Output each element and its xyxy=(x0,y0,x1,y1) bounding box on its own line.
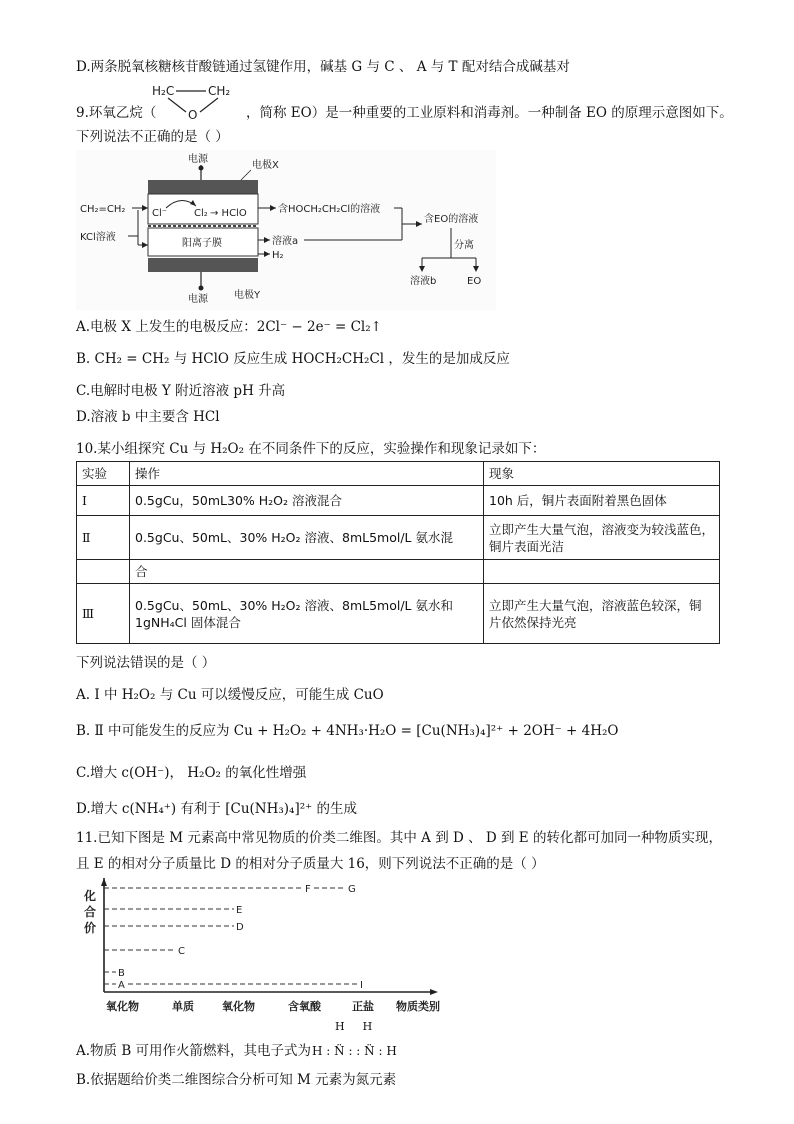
point-c: C xyxy=(178,946,185,957)
cell-line: 片依然保持光亮 xyxy=(489,614,577,630)
valence-class-chart xyxy=(76,878,466,1020)
point-i: I xyxy=(360,980,363,991)
electrode-y-label: 电极Y xyxy=(234,290,261,301)
table-cell: Ⅱ xyxy=(77,516,130,560)
xlabel-oxide-2: 氧化物 xyxy=(222,1000,255,1013)
table-cell: Ⅰ xyxy=(77,486,130,516)
table-cell xyxy=(484,560,720,584)
xlabel-normal-salt: 正盐 xyxy=(352,1000,374,1013)
struct-left: H₂C xyxy=(152,84,175,98)
ylabel-char: 化 xyxy=(84,889,97,903)
struct-right: CH₂ xyxy=(208,84,231,98)
q11-stem-b: 且 E 的相对分子质量比 D 的相对分子质量大 16，则下列说法不正确的是（ ） xyxy=(76,856,545,872)
separation-label: 分离 xyxy=(454,240,474,251)
q10-option-c: C.增大 c(OH⁻)， H₂O₂ 的氧化性增强 xyxy=(76,765,307,781)
q10-question: 下列说法错误的是（ ） xyxy=(76,655,216,671)
product-solution: 含HOCH₂CH₂Cl的溶液 xyxy=(278,204,381,215)
table-cell xyxy=(77,560,130,584)
table-cell: Ⅲ xyxy=(77,584,130,644)
header-cell: 操作 xyxy=(130,462,484,486)
point-f: F xyxy=(305,884,311,895)
q10-stem: 10.某小组探究 Cu 与 H₂O₂ 在不同条件下的反应，实验操作和现象记录如下： xyxy=(76,441,546,457)
solution-b: 溶液b xyxy=(410,276,437,287)
ylabel-char: 合 xyxy=(84,905,97,919)
formula-h: H xyxy=(362,1020,391,1033)
table-cell xyxy=(484,516,720,560)
q11-option-a: A.物质 B 可用作火箭燃料，其电子式为 xyxy=(76,1043,312,1059)
electrode-x-label: 电极X xyxy=(252,160,279,171)
table-cell: 10h 后，铜片表面附着黑色固体 xyxy=(484,486,720,516)
h2-label: H₂ xyxy=(272,250,284,261)
input-ethylene: CH₂=CH₂ xyxy=(80,204,126,215)
q9-option-d: D.溶液 b 中主要含 HCl xyxy=(76,409,220,425)
xlabel-oxyacid: 含氧酸 xyxy=(288,1000,321,1013)
experiment-table xyxy=(76,461,720,644)
q9-stem-c: 下列说法不正确的是（ ） xyxy=(76,129,229,145)
cell-line: 立即产生大量气泡，溶液蓝色较深，铜 xyxy=(489,597,702,613)
q10-option-d: D.增大 c(NH₄⁺) 有利于 [Cu(NH₃)₄]²⁺ 的生成 xyxy=(76,801,358,817)
cl2: Cl₂ xyxy=(194,208,208,219)
table-row xyxy=(77,486,720,516)
struct-o: O xyxy=(188,108,198,122)
q9-stem-a: 9.环氧乙烷（ xyxy=(76,105,157,121)
cell-line: 立即产生大量气泡，溶液变为较浅蓝色， xyxy=(489,521,715,537)
cell-line: 1gNH₄Cl 固体混合 xyxy=(135,614,241,630)
header-cell: 现象 xyxy=(484,462,720,486)
power-top-label: 电源 xyxy=(188,154,208,165)
point-e: E xyxy=(236,905,243,916)
xlabel-category: 物质类别 xyxy=(396,1000,440,1013)
hclo: → HClO xyxy=(210,208,247,219)
table-cell xyxy=(130,584,484,644)
q9-option-a: A.电极 X 上发生的电极反应：2Cl⁻ − 2e⁻ = Cl₂↑ xyxy=(76,319,382,335)
header-cell: 实验 xyxy=(77,462,130,486)
q9-option-c: C.电解时电极 Y 附近溶液 pH 升高 xyxy=(76,383,286,399)
cell-line: 0.5gCu、50mL、30% H₂O₂ 溶液、8mL5mol/L 氨水和 xyxy=(135,597,453,613)
cl-minus: Cl⁻ xyxy=(152,208,168,219)
q9-stem-b: ，简称 EO）是一种重要的工业原料和消毒剂。一种制备 EO 的原理示意图如下。 xyxy=(246,105,733,121)
table-header-row xyxy=(77,462,720,486)
electron-formula-h-top xyxy=(335,1018,390,1036)
ylabel-char: 价 xyxy=(84,921,97,935)
table-cell: 0.5gCu，50mL30% H₂O₂ 溶液混合 xyxy=(130,486,484,516)
epoxyethane-structure xyxy=(146,82,244,122)
table-cell: 0.5gCu、50mL、30% H₂O₂ 溶液、8mL5mol/L 氨水混 xyxy=(130,516,484,560)
q11-stem-a: 11.已知下图是 M 元素高中常见物质的价类二维图。其中 A 到 D 、 D 到 E 的转化都可加同一种物质实现， xyxy=(76,830,722,846)
table-cell xyxy=(484,584,720,644)
point-g: G xyxy=(348,884,356,895)
table-row xyxy=(77,584,720,644)
eo-solution: 含EO的溶液 xyxy=(424,214,479,225)
point-d: D xyxy=(236,922,244,933)
formula-h: H xyxy=(335,1020,363,1033)
cell-line: 铜片表面光洁 xyxy=(489,538,565,554)
q11-option-b: B.依据题给价类二维图综合分析可知 M 元素为氮元素 xyxy=(76,1072,397,1088)
q10-option-a: A. Ⅰ 中 H₂O₂ 与 Cu 可以缓慢反应，可能生成 CuO xyxy=(76,687,384,703)
input-kcl: KCl溶液 xyxy=(80,232,116,243)
q10-option-b: B. Ⅱ 中可能发生的反应为 Cu + H₂O₂ + 4NH₃·H₂O = [Cu(NH₃)₄]²⁺ + 2OH⁻ + 4H₂O xyxy=(76,723,619,739)
membrane-label: 阳离子膜 xyxy=(182,238,222,249)
solution-a: 溶液a xyxy=(272,236,299,247)
xlabel-oxide-1: 氧化物 xyxy=(106,1000,139,1013)
table-row xyxy=(77,560,720,584)
point-a: A xyxy=(118,980,125,991)
table-row xyxy=(77,516,720,560)
electron-formula: H : N̈ : : N̈ : H xyxy=(312,1044,397,1058)
eo-label: EO xyxy=(467,276,482,287)
xlabel-element: 单质 xyxy=(172,1000,194,1013)
q8-option-d: D.两条脱氧核糖核苷酸链通过氢键作用，碱基 G 与 C 、 A 与 T 配对结合成碱基对 xyxy=(76,59,570,75)
electrolysis-diagram xyxy=(76,150,496,310)
power-bottom-label: 电源 xyxy=(188,294,208,305)
table-cell: 合 xyxy=(130,560,484,584)
q9-option-b: B. CH₂ = CH₂ 与 HClO 反应生成 HOCH₂CH₂Cl ，发生的是加成反应 xyxy=(76,351,510,367)
point-b: B xyxy=(118,968,125,979)
